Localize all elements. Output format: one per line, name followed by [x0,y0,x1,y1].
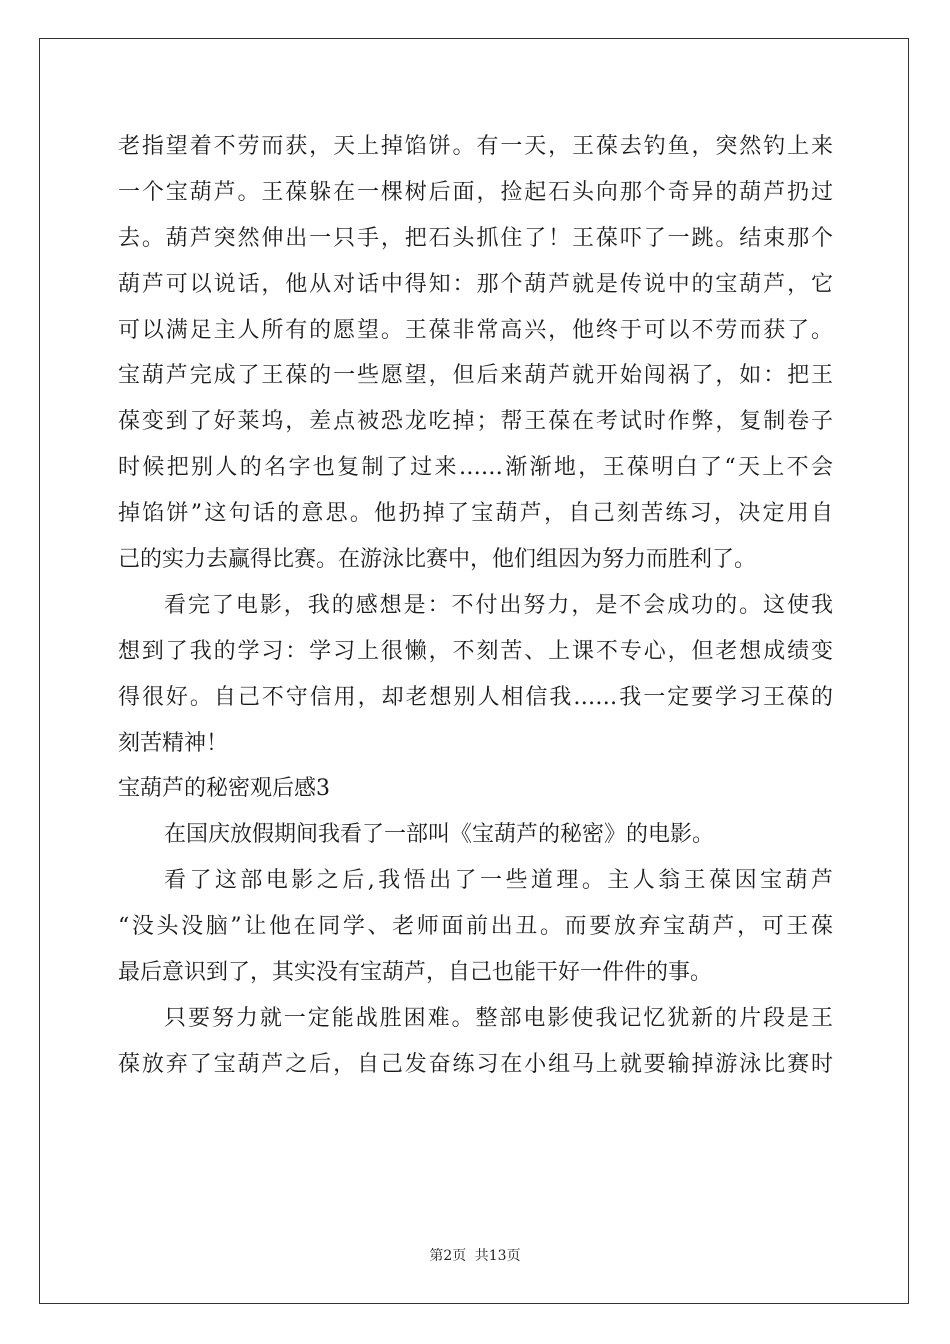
text-line: 在国庆放假期间我看了一部叫《宝葫芦的秘密》的电影。 [164,822,715,848]
text-line: 老指望着不劳而获，天上掉馅饼。有一天，王葆去钓鱼，突然钓上来 [118,134,833,159]
text-line: 刻苦精神！ [118,730,229,756]
page-total: 共13页 [474,1248,521,1264]
text-line: 去。葫芦突然伸出一只手，把石头抓住了！王葆吓了一跳。结束那个 [118,225,833,251]
page-footer [0,1245,950,1265]
text-line: 看了这部电影之后,我悟出了一些道理。主人翁王葆因宝葫芦 [164,868,833,894]
text-line: 宝葫芦完成了王葆的一些愿望，但后来葫芦就开始闯祸了，如：把王 [118,363,833,389]
text-line: 己的实力去赢得比赛。在游泳比赛中，他们组因为努力而胜利了。 [118,547,757,573]
text-line: 最后意识到了，其实没有宝葫芦，自己也能干好一件件的事。 [118,960,713,986]
text-line: 葆放弃了宝葫芦之后，自己发奋练习在小组马上就要输掉游泳比赛时 [118,1051,833,1077]
text-line: 得很好。自己不守信用，却老想别人相信我……我一定要学习王葆的 [118,684,833,710]
text-line: 葆变到了好莱坞，差点被恐龙吃掉；帮王葆在考试时作弊，复制卷子 [118,409,833,435]
text-line: “没头没脑”让他在同学、老师面前出丑。而要放弃宝葫芦，可王葆 [118,914,833,940]
text-line: 可以满足主人所有的愿望。王葆非常高兴，他终于可以不劳而获了。 [118,317,833,343]
page-number: 第2页 [429,1248,467,1264]
text-line: 一个宝葫芦。王葆躲在一棵树后面，捡起石头向那个奇异的葫芦扔过 [118,179,833,205]
text-line: 掉馅饼”这句话的意思。他扔掉了宝葫芦，自己刻苦练习，决定用自 [118,501,833,527]
text-line: 葫芦可以说话，他从对话中得知：那个葫芦就是传说中的宝葫芦，它 [118,271,833,297]
body-text [118,124,833,1088]
section-heading: 宝葫芦的秘密观后感3 [118,776,330,802]
text-line: 时候把别人的名字也复制了过来……渐渐地，王葆明白了“天上不会 [118,455,833,481]
text-line: 只要努力就一定能战胜困难。整部电影使我记忆犹新的片段是王 [164,1005,833,1031]
text-line: 看完了电影，我的感想是：不付出努力，是不会成功的。这使我 [164,592,833,618]
text-line: 想到了我的学习：学习上很懒，不刻苦、上课不专心，但老想成绩变 [118,638,833,664]
